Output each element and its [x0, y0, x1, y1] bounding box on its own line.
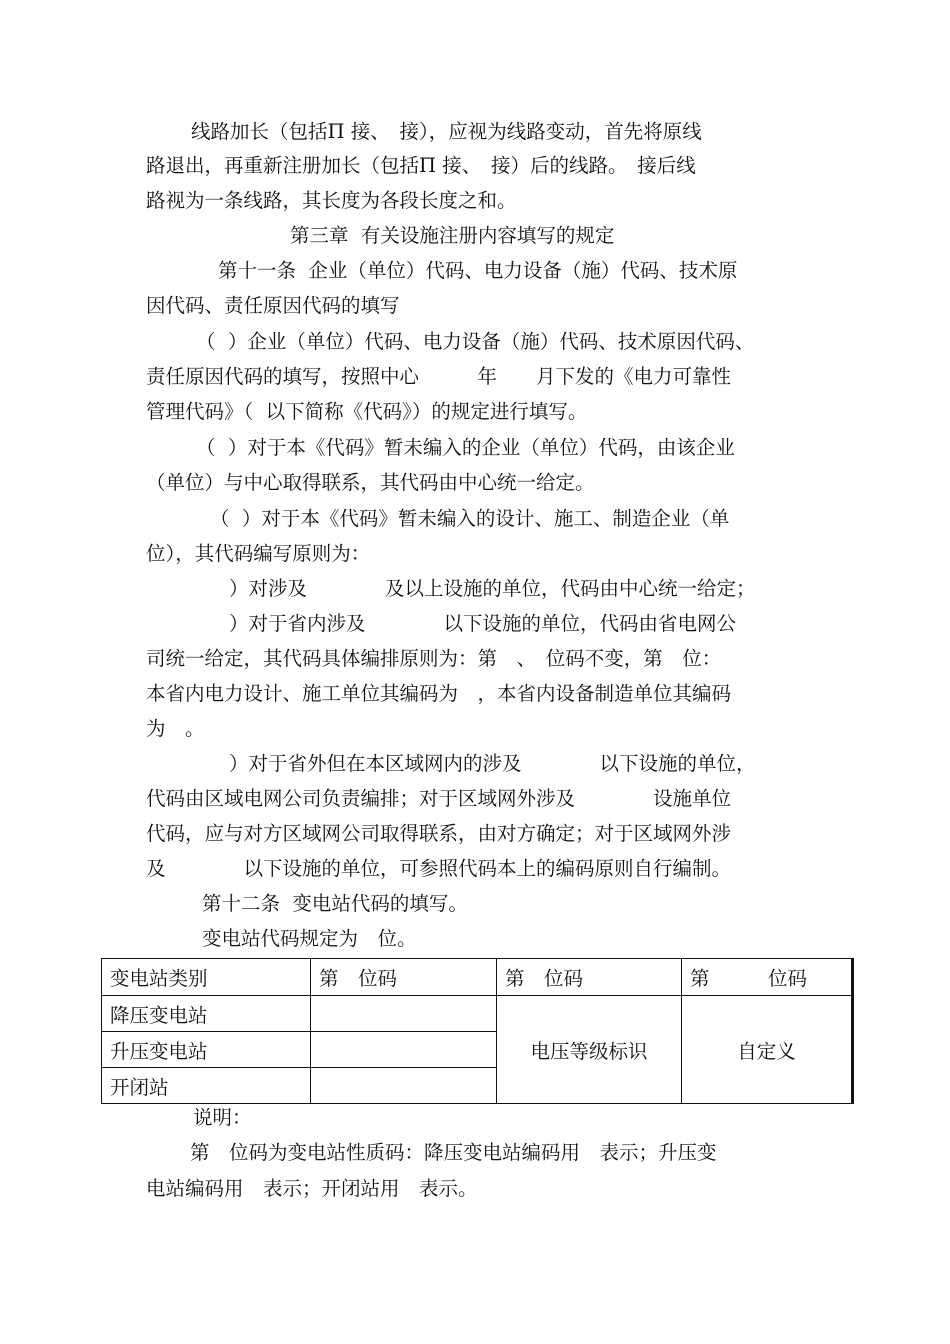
paragraph-line: 线路加长（包括Π 接、 接），应视为线路变动，首先将原线	[191, 120, 702, 143]
article-12-line: 变电站代码规定为 位。	[202, 927, 417, 950]
table-cell-merged: 电压等级标识	[497, 996, 682, 1104]
note-line: 电站编码用 表示；开闭站用 表示。	[146, 1177, 478, 1200]
table-cell-merged: 自定义	[682, 996, 853, 1104]
table-cell	[311, 996, 497, 1032]
table-header-row	[102, 959, 853, 996]
subitem-3-line: 代码由区域电网公司负责编排；对于区域网外涉及 设施单位	[146, 787, 732, 810]
article-11-heading: 第十一条 企业（单位）代码、电力设备（施）代码、技术原	[218, 259, 738, 282]
table-header-cell: 第 位码	[682, 959, 853, 996]
item-3-line: （ ）对于本《代码》暂未编入的设计、施工、制造企业（单	[210, 507, 730, 530]
paragraph-line: 路视为一条线路，其长度为各段长度之和。	[146, 189, 517, 212]
item-2-line: （单位）与中心取得联系，其代码由中心统一给定。	[146, 471, 595, 494]
item-1-line: 责任原因代码的填写，按照中心 年 月下发的《电力可靠性	[146, 365, 732, 388]
table-row	[102, 996, 853, 1032]
note-title: 说明：	[193, 1106, 252, 1129]
table-header-cell: 第 位码	[311, 959, 497, 996]
table-cell	[311, 1068, 497, 1104]
subitem-3-line: 及 以下设施的单位，可参照代码本上的编码原则自行编制。	[146, 857, 732, 880]
item-1-line: （ ）企业（单位）代码、电力设备（施）代码、技术原因代码、	[196, 330, 755, 353]
table-header-cell: 变电站类别	[102, 959, 311, 996]
subitem-2-line: 司统一给定，其代码具体编排原则为：第 、 位码不变，第 位：	[146, 647, 722, 670]
subitem-3-line: 代码，应与对方区域网公司取得联系，由对方确定；对于区域网外涉	[146, 822, 732, 845]
subitem-2-line: ）对于省内涉及 以下设施的单位，代码由省电网公	[229, 612, 737, 635]
subitem-2-line: 为 。	[146, 717, 205, 740]
subitem-3-line: ）对于省外但在本区域网内的涉及 以下设施的单位，	[229, 752, 756, 775]
table-cell: 升压变电站	[102, 1032, 311, 1068]
table-cell: 开闭站	[102, 1068, 311, 1104]
paragraph-line: 路退出，再重新注册加长（包括Π 接、 接）后的线路。 接后线	[146, 154, 696, 177]
note-line: 第 位码为变电站性质码：降压变电站编码用 表示；升压变	[190, 1141, 717, 1164]
subitem-1-line: ）对涉及 及以上设施的单位，代码由中心统一给定；	[229, 577, 756, 600]
chapter-title: 第三章 有关设施注册内容填写的规定	[290, 224, 615, 247]
article-11-heading: 因代码、责任原因代码的填写	[146, 294, 400, 317]
table-cell: 降压变电站	[102, 996, 311, 1032]
item-1-line: 管理代码》（ 以下简称《代码》）的规定进行填写。	[146, 400, 588, 423]
table-cell	[311, 1032, 497, 1068]
subitem-2-line: 本省内电力设计、施工单位其编码为 ，本省内设备制造单位其编码	[146, 682, 732, 705]
substation-code-table	[101, 958, 854, 1104]
item-3-line: 位），其代码编写原则为：	[146, 542, 371, 565]
table-header-cell: 第 位码	[497, 959, 682, 996]
item-2-line: （ ）对于本《代码》暂未编入的企业（单位）代码，由该企业	[196, 436, 735, 459]
article-12-heading: 第十二条 变电站代码的填写。	[202, 892, 468, 915]
